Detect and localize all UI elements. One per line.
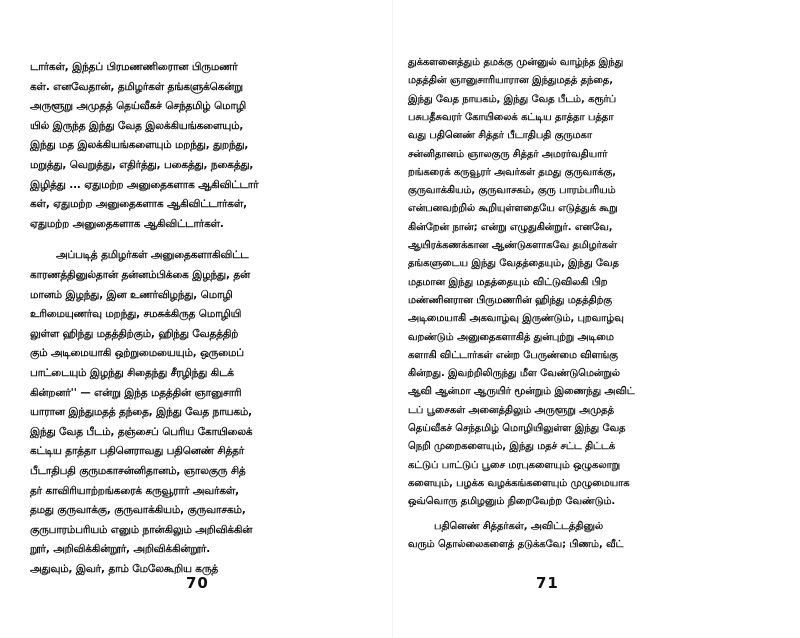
text-line: ஒவ்வொரு தமிழனும் நிறைவேற்ற வேண்டும். [408, 496, 616, 508]
text-line: அடிமையாகி அகவாழ்வு இருண்டும், புறவாழ்வு [408, 313, 624, 325]
text-line: கின்றனர்'' — என்று இந்த மதத்தின் ஞானுசாரி [30, 386, 242, 399]
text-line: பதினெண் சித்தர்கள், அவிட்டத்தினுல் [434, 520, 604, 532]
text-line: கும் அடிமையாகி ஒற்றுமையையும், ஒருமைப் [30, 347, 244, 360]
text-line: குருவாக்கியம், குருவாசகம், குரு பாரம்பரியம் [408, 185, 616, 197]
text-line: உரிமையுணர்வு மறந்து, சமசுக்கிருத மொழியி [30, 308, 242, 321]
text-line: றங்கரைக் கருவூரர் அவர்கள் தமது குருவாக்கு, [408, 166, 616, 178]
text-line: துக்களனைத்தும் தமக்கு முன்னுல் வாழ்ந்த இந்து [408, 57, 624, 68]
text-line: தங்களுடைய இந்து வேதத்தையும், இந்து வேத [408, 258, 619, 270]
text-line: குருபாரம்பரியம் எனும் நான்கிலும் அறிவிக்கின் [30, 523, 253, 536]
text-line: என்பனவற்றில் கூறியுள்ளதையே எடுத்துக் கூறு [408, 203, 618, 215]
text-line: தர் காவிரியாற்றங்கரைக் கருவூரார் அவர்கள், [30, 484, 240, 497]
text-line: அருளூறு அமுதத் தெய்வீகச் செந்தமிழ் மொழி [30, 100, 246, 113]
text-line: களையும், பழக்க வழக்கங்களையும் முழுமையாக [408, 477, 630, 489]
text-line: கள், ஏதுமற்ற அனுதைகளாக ஆகிவிட்டார்கள், [30, 198, 247, 211]
text-line: இழித்து ... ஏதுமற்ற அனுதைகளாக ஆகிவிட்டார் [30, 178, 259, 191]
book-gutter [392, 0, 393, 638]
text-line: தெய்வீகச் செந்தமிழ் மொழியிலுள்ள இந்து வேத [408, 423, 626, 434]
text-line: கின்றேன் நான்; என்று எழுதுகின்றுர். எனவே, [408, 221, 613, 233]
text-line: இந்து வேத பீடம், தஞ்சைப் பெரிய கோயிலைக் [30, 425, 253, 438]
text-line: மதத்தின் ஞானுசாரியாரான இந்துமதத் தந்தை, [408, 75, 613, 87]
text-line: களாகி விட்டார்கள் என்ற பேருண்மை விளங்கு [408, 349, 618, 361]
text-line: டார்கள், இந்தப் பிரமணணிரைான பிருமணர் [30, 61, 238, 73]
text-line: ஆவி ஆன்மா ஆருயிர் மூன்றும் இணைந்து அவிட் [408, 386, 635, 398]
text-line: வது பதினெண் சித்தர் பீடாதிபதி குருமகா [408, 130, 593, 142]
text-line: அதுவும், இவர், தாம் மேலேகூறிய கருத் [30, 563, 219, 575]
text-line: மண்ணினரான பிருமணரின் ஹிந்து மதத்திற்கு [408, 294, 613, 306]
text-line: மானம் இழந்து, இன உணர்விழந்து, மொழி [30, 288, 233, 301]
text-line: காரணத்தினுல்தான் தன்னம்பிக்கை இழந்து, தன் [30, 269, 250, 281]
text-line: கின்றது. இவற்றிலிருந்து மீள வேண்டுமென்றுல் [408, 368, 620, 380]
text-line: வரும் தொல்லைகளைத் தடுக்கவே; பிணம், வீட் [408, 538, 624, 550]
text-line: லுள்ள ஹிந்து மதத்திற்கும், ஹிந்து வேதத்திற் [30, 327, 239, 340]
right-page-number: 71 [536, 574, 559, 592]
text-line: பசுபதீசுவரர் கோயிலைக் கட்டிய தாத்தா பத்தா [408, 111, 614, 123]
text-line: ஏதுமற்ற அனுதைகளாக ஆகிவிட்டார்கள். [30, 217, 224, 230]
text-line: ஆயிரக்கணக்கான ஆண்டுகளாகவே தமிழர்கள் [408, 240, 617, 251]
text-line: நெறி முறைகளையும், இந்து மதச் சட்ட திட்டக் [408, 441, 616, 453]
text-line: டப் பூசைகள் அனைத்திலும் அருளூறு அமுதத் [408, 404, 614, 416]
text-line: மதமான இந்து மதத்தையும் விட்டுவிலகி பிற [408, 276, 608, 288]
text-line: வறண்டும் அனுதைகளாகித் துன்புற்று அடிமை [408, 331, 614, 343]
text-line: கள். எனவேதான், தமிழர்கள் தங்களுக்கென்று [30, 80, 243, 93]
text-line: இந்து வேத நாயகம், இந்து வேத பீடம், கரூர்ப் [408, 93, 617, 105]
text-line: தமது குருவாக்கு, குருவாக்கியம், குருவாசகம், [30, 504, 246, 517]
text-line: பீடாதிபதி குருமகாசன்னிதானம், ஞாலகுரு சித் [30, 465, 246, 477]
text-line: றூர், அறிவிக்கின்றூர், அறிவிக்கின்றூர். [30, 543, 211, 556]
left-page-number: 70 [186, 574, 209, 592]
text-line: யில் இருந்த இந்து வேத இலக்கியங்களையும், [30, 119, 244, 132]
text-line: யாரான இந்துமதத் தந்தை, இந்து வேத நாயகம், [30, 406, 252, 419]
text-line: இந்து மத இலக்கியங்களையும் மறந்து, துறந்து, [30, 139, 249, 152]
text-line: சன்னிதானம் ஞாலகுரு சித்தர் அமரர்வதியார் [408, 148, 608, 160]
text-line: கட்டிய தாத்தா பதினெராவது பதினெண் சித்தர் [30, 445, 245, 458]
text-line: அப்படித் தமிழர்கள் அனுதைகளாகிவிட்ட [56, 249, 249, 262]
text-line: கட்டுப் பாட்டுப் பூசை மரபுகளையும் ஒழுகலாறு [408, 459, 620, 471]
text-line: மறுத்து, வெறுத்து, எதிர்த்து, பகைத்து, நகைத்து, [30, 159, 254, 171]
text-line: பாட்டையும் இழந்து சிதைந்து சீரழிந்து கிடக் [30, 367, 234, 379]
